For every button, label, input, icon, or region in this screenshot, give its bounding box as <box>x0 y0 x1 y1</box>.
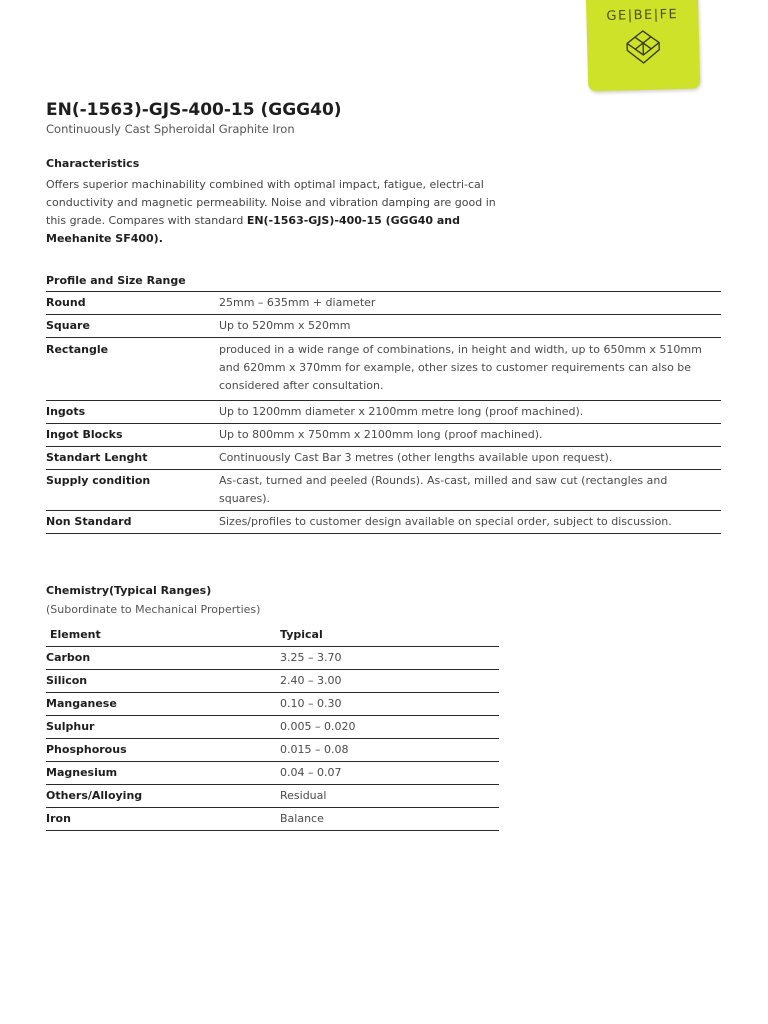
element-name: Carbon <box>46 647 280 670</box>
table-row <box>46 739 499 762</box>
element-name: Silicon <box>46 670 280 693</box>
profile-label: Square <box>46 315 219 338</box>
page-subtitle: Continuously Cast Spheroidal Graphite Iron <box>46 122 295 136</box>
element-typical: Residual <box>280 785 499 808</box>
brand-logo-tab <box>586 0 701 91</box>
profile-label: Ingot Blocks <box>46 424 219 447</box>
profile-value: produced in a wide range of combinations, in height and width, up to 650mm x 510mm and 620mm x 370mm for example, other sizes to customer requirements can also be considered after consultation. <box>219 338 721 401</box>
element-name: Sulphur <box>46 716 280 739</box>
table-row <box>46 447 721 470</box>
profile-value: Up to 800mm x 750mm x 2100mm long (proof machined). <box>219 424 721 447</box>
element-typical: Balance <box>280 808 499 831</box>
table-row <box>46 808 499 831</box>
table-row <box>46 647 499 670</box>
table-row <box>46 670 499 693</box>
brand-logo-text: GE|BE|FE <box>606 7 679 24</box>
profile-label: Round <box>46 292 219 315</box>
column-header-element: Element <box>46 624 280 647</box>
profile-label: Standart Lenght <box>46 447 219 470</box>
table-header-row <box>46 624 499 647</box>
element-name: Magnesium <box>46 762 280 785</box>
element-typical: 0.005 – 0.020 <box>280 716 499 739</box>
characteristics-paragraph <box>46 176 506 248</box>
profile-value: As-cast, turned and peeled (Rounds). As-cast, milled and saw cut (rectangles and squares). <box>219 470 721 511</box>
element-typical: 0.015 – 0.08 <box>280 739 499 762</box>
table-row <box>46 511 721 534</box>
element-name: Phosphorous <box>46 739 280 762</box>
element-typical: 3.25 – 3.70 <box>280 647 499 670</box>
profile-value: Up to 520mm x 520mm <box>219 315 721 338</box>
table-row <box>46 315 721 338</box>
characteristics-heading: Characteristics <box>46 157 140 170</box>
profile-size-rows <box>46 292 721 534</box>
chemistry-subheading: (Subordinate to Mechanical Properties) <box>46 603 261 616</box>
element-typical: 2.40 – 3.00 <box>280 670 499 693</box>
element-name: Others/Alloying <box>46 785 280 808</box>
characteristics-bold-text: EN(-1563-GJS)-400-15 (GGG40 and Meehanite SF400). <box>46 214 460 245</box>
table-row <box>46 292 721 315</box>
profile-label: Ingots <box>46 401 219 424</box>
profile-value: Sizes/profiles to customer design available on special order, subject to discussion. <box>219 511 721 534</box>
profile-value: 25mm – 635mm + diameter <box>219 292 721 315</box>
element-name: Iron <box>46 808 280 831</box>
table-row <box>46 762 499 785</box>
characteristics-text: Offers superior machinability combined with optimal impact, fatigue, electri-cal conductivity and magnetic permeability. Noise and vibration damping are good in this grade. Compares with standard <box>46 178 496 227</box>
table-row <box>46 401 721 424</box>
profile-heading: Profile and Size Range <box>46 274 186 287</box>
table-row <box>46 785 499 808</box>
table-row <box>46 338 721 401</box>
profile-value: Continuously Cast Bar 3 metres (other lengths available upon request). <box>219 447 721 470</box>
chemistry-rows <box>46 624 499 831</box>
column-header-typical: Typical <box>280 624 499 647</box>
profile-label: Rectangle <box>46 338 219 401</box>
table-row <box>46 470 721 511</box>
element-typical: 0.04 – 0.07 <box>280 762 499 785</box>
element-typical: 0.10 – 0.30 <box>280 693 499 716</box>
cube-logo-icon <box>622 27 665 66</box>
table-row <box>46 716 499 739</box>
profile-label: Supply condition <box>46 470 219 511</box>
table-row <box>46 693 499 716</box>
profile-value: Up to 1200mm diameter x 2100mm metre long (proof machined). <box>219 401 721 424</box>
chemistry-table <box>46 624 499 831</box>
profile-size-table <box>46 291 721 534</box>
page-title: EN(-1563)-GJS-400-15 (GGG40) <box>46 100 342 120</box>
element-name: Manganese <box>46 693 280 716</box>
profile-label: Non Standard <box>46 511 219 534</box>
table-row <box>46 424 721 447</box>
chemistry-heading: Chemistry(Typical Ranges) <box>46 584 212 597</box>
